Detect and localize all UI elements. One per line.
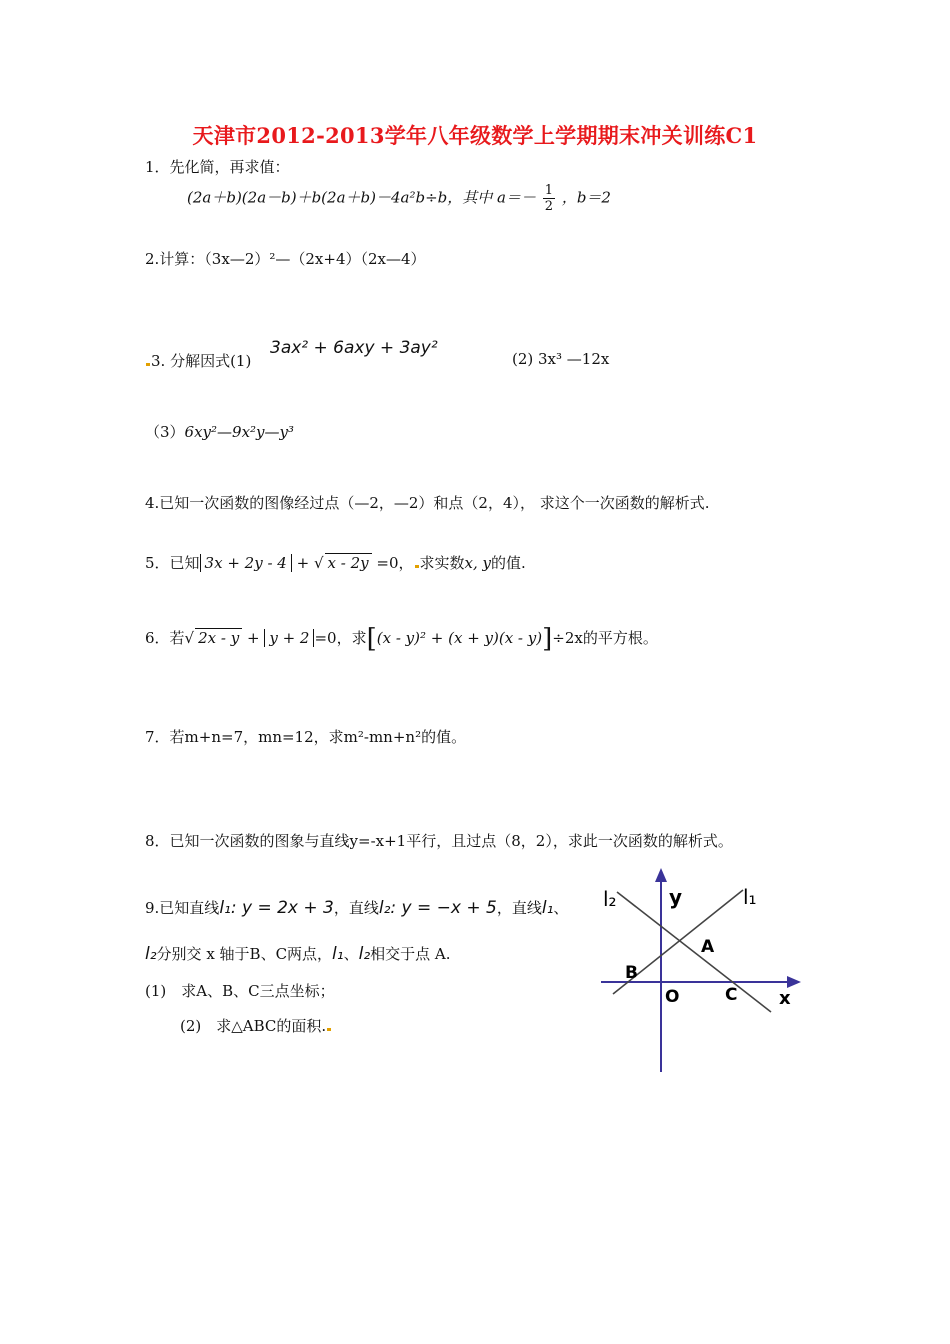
q1-label: 1．先化简，再求值： <box>145 158 290 176</box>
q9-line1 <box>145 897 568 918</box>
q9-sub2-wrap <box>180 1015 332 1036</box>
q5-eq: =0， <box>376 554 414 572</box>
label-c: C <box>725 985 738 1005</box>
q7-text: 7．若m+n=7，mn=12，求m²-mn+n²的值。 <box>145 728 467 746</box>
q5-plus: + <box>296 554 310 572</box>
label-x: x <box>779 988 791 1009</box>
q9-l1: l₁ <box>219 898 231 918</box>
q6-plus: + <box>246 629 260 647</box>
x-axis-arrow-icon <box>787 976 801 988</box>
q3-part2: (2) 3x³ —12x <box>512 350 610 368</box>
q5-end: 的值. <box>491 554 526 572</box>
q3-marker <box>146 363 150 366</box>
q6-div: ÷2x <box>552 629 583 647</box>
q9-l2c: l₂ <box>358 944 371 964</box>
q9-l1c: l₁ <box>332 944 344 964</box>
coordinate-figure <box>595 862 810 1077</box>
q9-eq2: : y = −x + 5 <box>390 898 497 918</box>
label-o: O <box>665 987 680 1007</box>
q3-label <box>145 350 251 371</box>
q9-mid1: ，直线 <box>333 899 379 917</box>
q9-label: 9.已知直线 <box>145 899 220 917</box>
q5-line <box>145 552 526 573</box>
label-a: A <box>701 937 715 957</box>
label-l1: l₁ <box>743 885 757 909</box>
q9-line2-text: 分别交 x 轴于B、C两点， <box>156 945 333 963</box>
q6-end: 的平方根。 <box>582 629 658 647</box>
sqrt-icon: √ <box>184 629 195 647</box>
q9-eq1: : y = 2x + 3 <box>230 898 334 918</box>
q4-text: 4.已知一次函数的图像经过点（—2，—2）和点（2，4）， 求这个一次函数的解析式. <box>145 494 710 512</box>
q9-marker <box>327 1028 331 1031</box>
q3-label-text: 3. 分解因式(1) <box>151 352 252 370</box>
q3-part3-label: （3） <box>145 423 185 441</box>
q1-fraction <box>543 183 555 214</box>
q5-label: 5．已知 <box>145 554 200 572</box>
label-l2: l₂ <box>603 887 617 911</box>
q9-l2: l₂ <box>378 898 391 918</box>
q9-line2 <box>145 943 451 964</box>
label-b: B <box>625 963 638 983</box>
q8-text: 8．已知一次函数的图象与直线y=-x+1平行，且过点（8，2），求此一次函数的解析式。 <box>145 832 733 850</box>
q6-abs: y + 2 <box>264 629 314 647</box>
q9-mid3: 、 <box>553 899 569 917</box>
q1-frac-num: 1 <box>544 183 554 198</box>
q1-tail: ，b＝2 <box>561 188 611 207</box>
q6-expr: (x - y)² + (x + y)(x - y) <box>376 629 543 647</box>
q5-abs: 3x + 2y - 4 <box>200 554 292 572</box>
q5-rad: x - 2y <box>325 553 372 572</box>
sqrt-icon: √ <box>313 554 324 572</box>
q6-rad: 2x - y <box>195 628 242 647</box>
q9-l2b: l₂ <box>145 944 157 964</box>
right-bracket-icon: ] <box>542 624 553 654</box>
q5-marker <box>415 565 419 568</box>
q3-expr1: 3ax² + 6axy + 3ay² <box>270 338 438 358</box>
q9-line2b: 相交于点 A. <box>370 945 451 963</box>
q5-vars: x, y <box>464 554 492 572</box>
q3-part3 <box>145 421 294 442</box>
q1-expr: (2a＋b)(2a－b)＋b(2a＋b)－4a²b÷b，其中 a＝－ <box>187 188 536 207</box>
page-title: 天津市2012-2013学年八年级数学上学期期末冲关训练C1 <box>192 123 758 148</box>
q9-mid4: 、 <box>343 945 359 963</box>
q9-sub2: (2) 求△ABC的面积. <box>180 1017 327 1035</box>
q3-part3-expr: 6xy²—9x²y—y³ <box>184 423 295 441</box>
q6-label: 6．若 <box>145 629 185 647</box>
q9-mid2: ，直线 <box>496 899 542 917</box>
q1-expression <box>187 183 611 214</box>
q9-sub1: (1) 求A、B、C三点坐标； <box>145 982 335 1000</box>
y-axis-arrow-icon <box>655 868 667 882</box>
q6-line <box>145 624 658 654</box>
q6-eq: =0，求 <box>314 629 367 647</box>
line-l2 <box>617 892 771 1012</box>
q1-frac-den: 2 <box>544 199 554 214</box>
label-y: y <box>669 885 683 909</box>
q2-text: 2.计算：（3x—2）²—（2x+4）（2x—4） <box>145 250 426 268</box>
q9-l1b: l₁ <box>541 898 554 918</box>
q5-tail: 求实数 <box>419 554 465 572</box>
left-bracket-icon: [ <box>366 624 377 654</box>
